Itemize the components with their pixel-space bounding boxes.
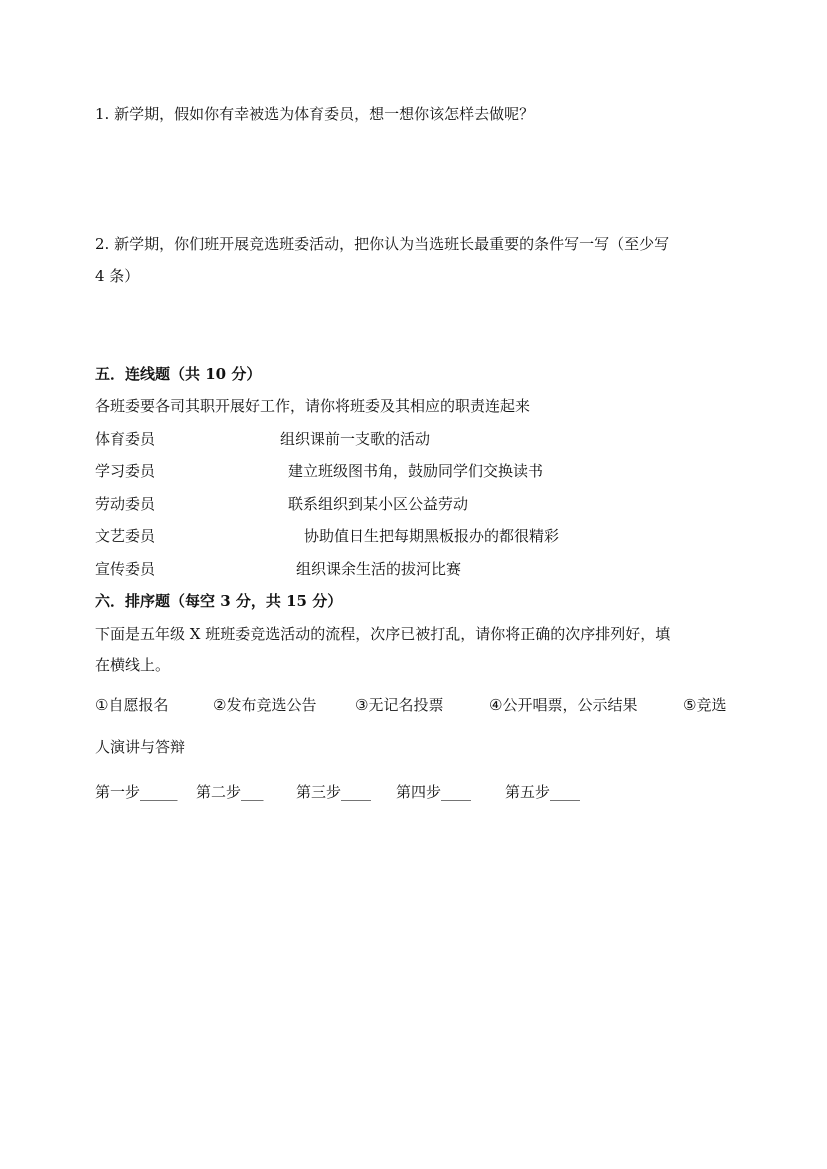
- sequence-option: ③无记名投票: [355, 696, 444, 714]
- question-2-line-2: 4 条）: [95, 267, 140, 285]
- step-blank: 第一步_____: [95, 783, 178, 801]
- match-duty: 组织课前一支歌的活动: [280, 430, 431, 448]
- match-role: 劳动委员: [95, 495, 156, 513]
- sequence-option: ①自愿报名: [95, 696, 169, 714]
- section-5-instruction: 各班委要各司其职开展好工作，请你将班委及其相应的职责连起来: [95, 397, 531, 415]
- match-duty: 组织课余生活的拔河比赛: [296, 560, 462, 578]
- section-6-instruction-line-2: 在横线上。: [95, 656, 171, 674]
- match-role: 宣传委员: [95, 560, 156, 578]
- match-role: 文艺委员: [95, 527, 156, 545]
- step-blank: 第五步____: [505, 783, 581, 801]
- match-duty: 联系组织到某小区公益劳动: [288, 495, 469, 513]
- sequence-option-continuation: 人演讲与答辩: [95, 738, 186, 756]
- step-blank: 第四步____: [396, 783, 472, 801]
- match-duty: 协助值日生把每期黑板报办的都很精彩: [304, 527, 560, 545]
- section-6-instruction-line-1: 下面是五年级 X 班班委竞选活动的流程，次序已被打乱，请你将正确的次序排列好，填: [95, 625, 671, 643]
- step-blank: 第二步___: [196, 783, 264, 801]
- sequence-option: ②发布竞选公告: [213, 696, 317, 714]
- match-role: 学习委员: [95, 462, 156, 480]
- sequence-option: ④公开唱票，公示结果: [489, 696, 638, 714]
- match-role: 体育委员: [95, 430, 156, 448]
- question-1: 1. 新学期，假如你有幸被选为体育委员，想一想你该怎样去做呢？: [95, 105, 535, 123]
- section-5-heading: 五．连线题（共 10 分）: [95, 365, 262, 383]
- sequence-option: ⑤竞选: [683, 696, 727, 714]
- section-6-heading: 六．排序题（每空 3 分，共 15 分）: [95, 592, 343, 610]
- step-blank: 第三步____: [296, 783, 372, 801]
- question-2-line-1: 2. 新学期，你们班开展竞选班委活动，把你认为当选班长最重要的条件写一写（至少写: [95, 235, 670, 253]
- match-duty: 建立班级图书角，鼓励同学们交换读书: [288, 462, 544, 480]
